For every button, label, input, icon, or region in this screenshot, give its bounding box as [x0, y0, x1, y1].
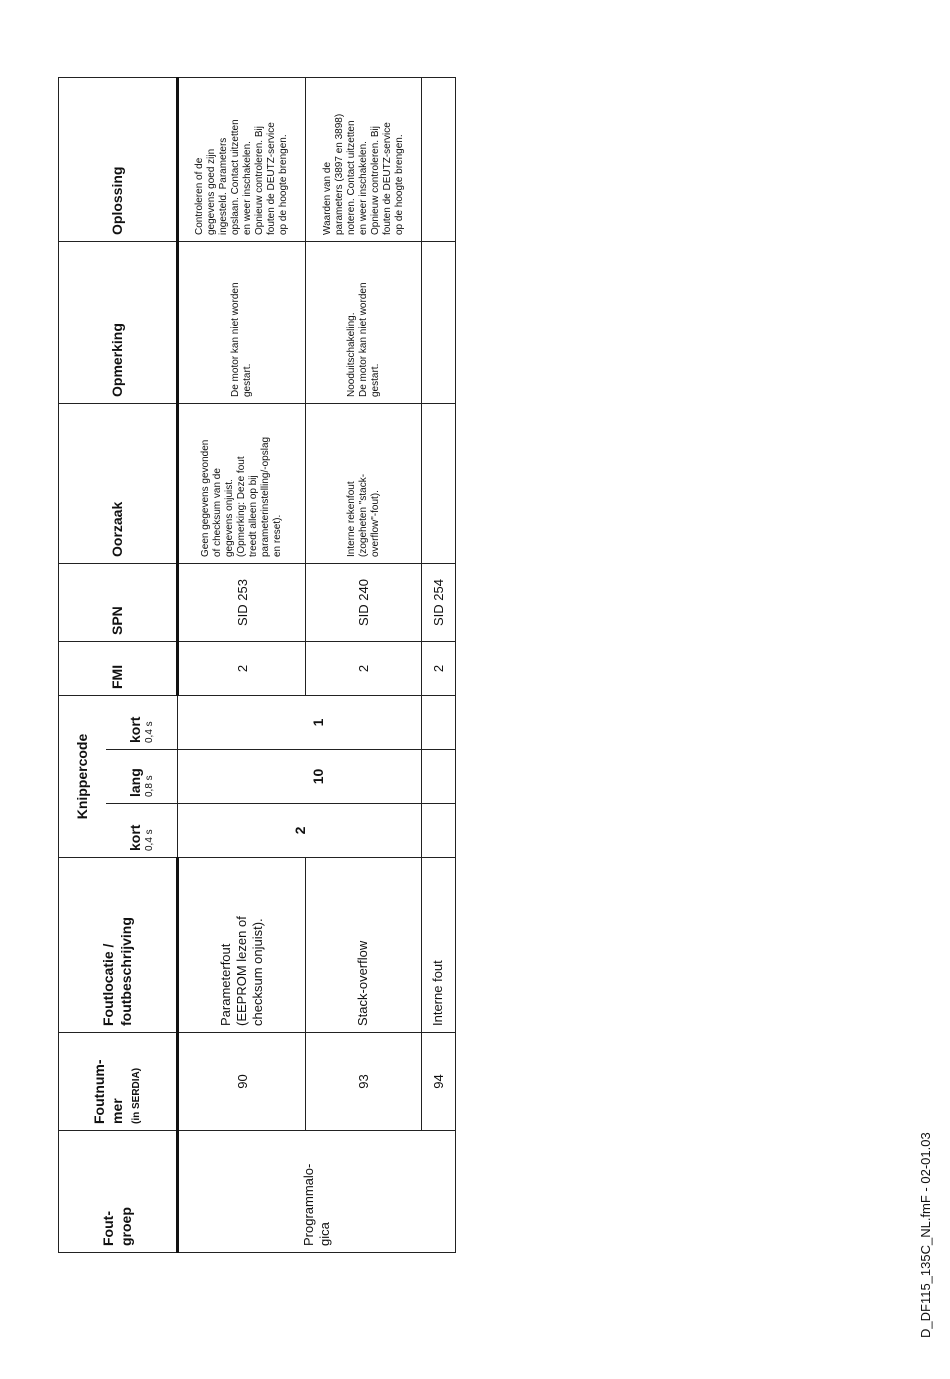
header-remark: Opmerking — [59, 242, 178, 404]
header-group: Fout- groep — [59, 1131, 178, 1253]
header-blink-kort-2-dur: 0,4 s — [144, 721, 156, 743]
header-cause: Oorzaak — [59, 404, 178, 564]
header-blink-kort-1-dur: 0,4 s — [144, 829, 156, 851]
row-94-cause — [422, 404, 456, 564]
row-90-description: Parameterfout (EEPROM lezen of checksum onjuist). — [178, 858, 306, 1033]
header-blink: Knippercode — [59, 696, 107, 858]
header-solution: Oplossing — [59, 78, 178, 242]
table-row — [178, 78, 306, 1253]
header-number-sub: (in SERDIA) — [131, 1067, 143, 1124]
row-90-remark: De motor kan niet worden gestart. — [178, 242, 306, 404]
header-number-label: Foutnum- mer — [91, 1059, 125, 1124]
header-blink-kort-1-label: kort — [126, 824, 143, 851]
header-blink-kort-2 — [106, 696, 177, 750]
blink-lang-value: 10 — [306, 750, 422, 804]
row-93-solution: Waarden van de parameters (3897 en 3898) noteren. Contact uitzetten en weer inschakelen. Opnieuw controleren. Bij fouten de DEUTZ-service op de hoogte brengen. — [306, 78, 422, 242]
row-94-solution — [422, 78, 456, 242]
row-90-number: 90 — [178, 1033, 306, 1131]
header-fmi: FMI — [59, 642, 178, 696]
row-94-remark — [422, 242, 456, 404]
header-blink-kort-1 — [106, 804, 177, 858]
row-94-blink-lang — [422, 750, 456, 804]
row-90-solution: Controleren of de gegevens goed zijn ingesteld. Parameters opslaan. Contact uitzetten en weer inschakelen. Opnieuw controleren. Bij fouten de DEUTZ-service op de hoogte brengen. — [178, 78, 306, 242]
row-93-remark: Nooduitschakeling. De motor kan niet worden gestart. — [306, 242, 422, 404]
header-blink-lang-label: lang — [126, 768, 143, 797]
header-blink-lang — [106, 750, 177, 804]
row-94-blink-kort-1 — [422, 804, 456, 858]
page-footer: D_DF115_135C_NL.fmF - 02-01.03 — [918, 1132, 933, 1338]
blink-kort-1-value: 2 — [178, 804, 422, 858]
blink-lang-cell-top — [178, 750, 306, 804]
row-90-cause: Geen gegevens gevonden of checksum van de gegevens onjuist. (Opmerking: Deze fout treedt alleen op bij parameterinstelling/-opslag en reset). — [178, 404, 306, 564]
row-94-spn: SID 254 — [422, 564, 456, 642]
row-93-fmi: 2 — [306, 642, 422, 696]
row-94-blink-kort-2 — [422, 696, 456, 750]
group-cell: Programmalo- gica — [178, 1131, 456, 1253]
row-94-number: 94 — [422, 1033, 456, 1131]
header-blink-lang-dur: 0,8 s — [144, 775, 156, 797]
row-94-fmi: 2 — [422, 642, 456, 696]
header-spn: SPN — [59, 564, 178, 642]
row-93-number: 93 — [306, 1033, 422, 1131]
row-93-spn: SID 240 — [306, 564, 422, 642]
table-row — [306, 78, 422, 1253]
blink-kort-2-value: 1 — [306, 696, 422, 750]
header-location: Foutlocatie / foutbeschrijving — [59, 858, 178, 1033]
header-blink-kort-2-label: kort — [126, 716, 143, 743]
row-90-fmi: 2 — [178, 642, 306, 696]
table-row — [422, 78, 456, 1253]
row-93-description: Stack-overflow — [306, 858, 422, 1033]
error-table-rotated — [58, 78, 456, 1253]
error-table — [58, 77, 456, 1253]
row-93-cause: Interne rekenfout (zogeheten "stack- overflow"-fout). — [306, 404, 422, 564]
header-number — [59, 1033, 178, 1131]
blink-kort-2-cell-top — [178, 696, 306, 750]
row-90-spn: SID 253 — [178, 564, 306, 642]
row-94-description: Interne fout — [422, 858, 456, 1033]
